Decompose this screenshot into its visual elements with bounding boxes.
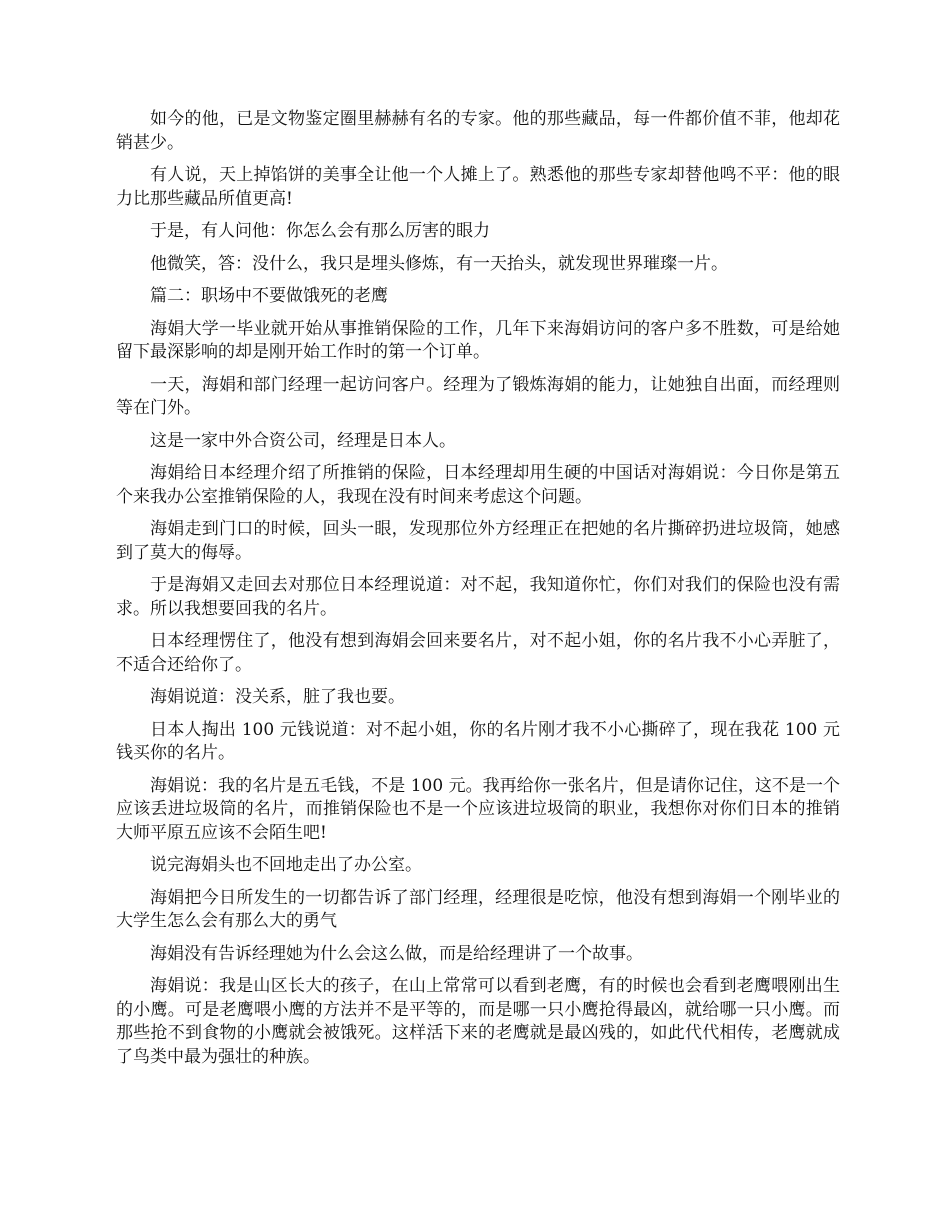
- paragraph: 海娟把今日所发生的一切都告诉了部门经理，经理很是吃惊，他没有想到海娟一个刚毕业的大学生怎么会有那么大的勇气: [116, 887, 840, 931]
- section-heading: 篇二：职场中不要做饿死的老鹰: [150, 286, 388, 306]
- paragraph: 海娟说：我的名片是五毛钱，不是 100 元。我再给你一张名片，但是请你记住，这不是一个应该丢进垃圾筒的名片，而推销保险也不是一个应该进垃圾筒的职业，我想你对你们日本的推销大师平原五应该不会陌生吧!: [116, 775, 840, 843]
- paragraph: 于是海娟又走回去对那位日本经理说道：对不起，我知道你忙，你们对我们的保险也没有需求。所以我想要回我的名片。: [116, 575, 840, 619]
- paragraph: 这是一家中外合资公司，经理是日本人。: [150, 430, 456, 451]
- paragraph: 海娟大学一毕业就开始从事推销保险的工作，几年下来海娟访问的客户多不胜数，可是给她留下最深影响的却是刚开始工作时的第一个订单。: [116, 318, 840, 362]
- paragraph: 海娟没有告诉经理她为什么会这么做，而是给经理讲了一个故事。: [150, 943, 643, 964]
- paragraph: 有人说，天上掉馅饼的美事全让他一个人摊上了。熟悉他的那些专家却替他鸣不平：他的眼力比那些藏品所值更高!: [116, 165, 840, 209]
- paragraph: 海娟走到门口的时候，回头一眼，发现那位外方经理正在把她的名片撕碎扔进垃圾筒，她感到了莫大的侮辱。: [116, 519, 840, 563]
- paragraph: 他微笑，答：没什么，我只是埋头修炼，有一天抬头，就发现世界璀璨一片。: [150, 253, 728, 274]
- paragraph: 海娟说道：没关系，脏了我也要。: [150, 687, 405, 707]
- paragraph: 日本人掏出 100 元钱说道：对不起小姐，你的名片刚才我不小心撕碎了，现在我花 100 元钱买你的名片。: [116, 719, 840, 763]
- paragraph: 如今的他，已是文物鉴定圈里赫赫有名的专家。他的那些藏品，每一件都价值不菲，他却花销甚少。: [116, 109, 840, 153]
- paragraph: 于是，有人问他：你怎么会有那么厉害的眼力: [150, 221, 490, 241]
- paragraph: 说完海娟头也不回地走出了办公室。: [150, 855, 422, 875]
- paragraph: 海娟说：我是山区长大的孩子，在山上常常可以看到老鹰，有的时候也会看到老鹰喂刚出生的小鹰。可是老鹰喂小鹰的方法并不是平等的，而是哪一只小鹰抢得最凶，就给哪一只小鹰。而那些抢不到食物的小鹰就会被饿死。这样活下来的老鹰就是最凶残的，如此代代相传，老鹰就成了鸟类中最为强壮的种族。: [116, 976, 840, 1067]
- document-page: [116, 108, 840, 1078]
- paragraph: 海娟给日本经理介绍了所推销的保险，日本经理却用生硬的中国话对海娟说：今日你是第五个来我办公室推销保险的人，我现在没有时间来考虑这个问题。: [116, 463, 840, 507]
- paragraph: 日本经理愣住了，他没有想到海娟会回来要名片，对不起小姐，你的名片我不小心弄脏了，不适合还给你了。: [116, 631, 840, 675]
- paragraph: 一天，海娟和部门经理一起访问客户。经理为了锻炼海娟的能力，让她独自出面，而经理则等在门外。: [116, 374, 840, 418]
